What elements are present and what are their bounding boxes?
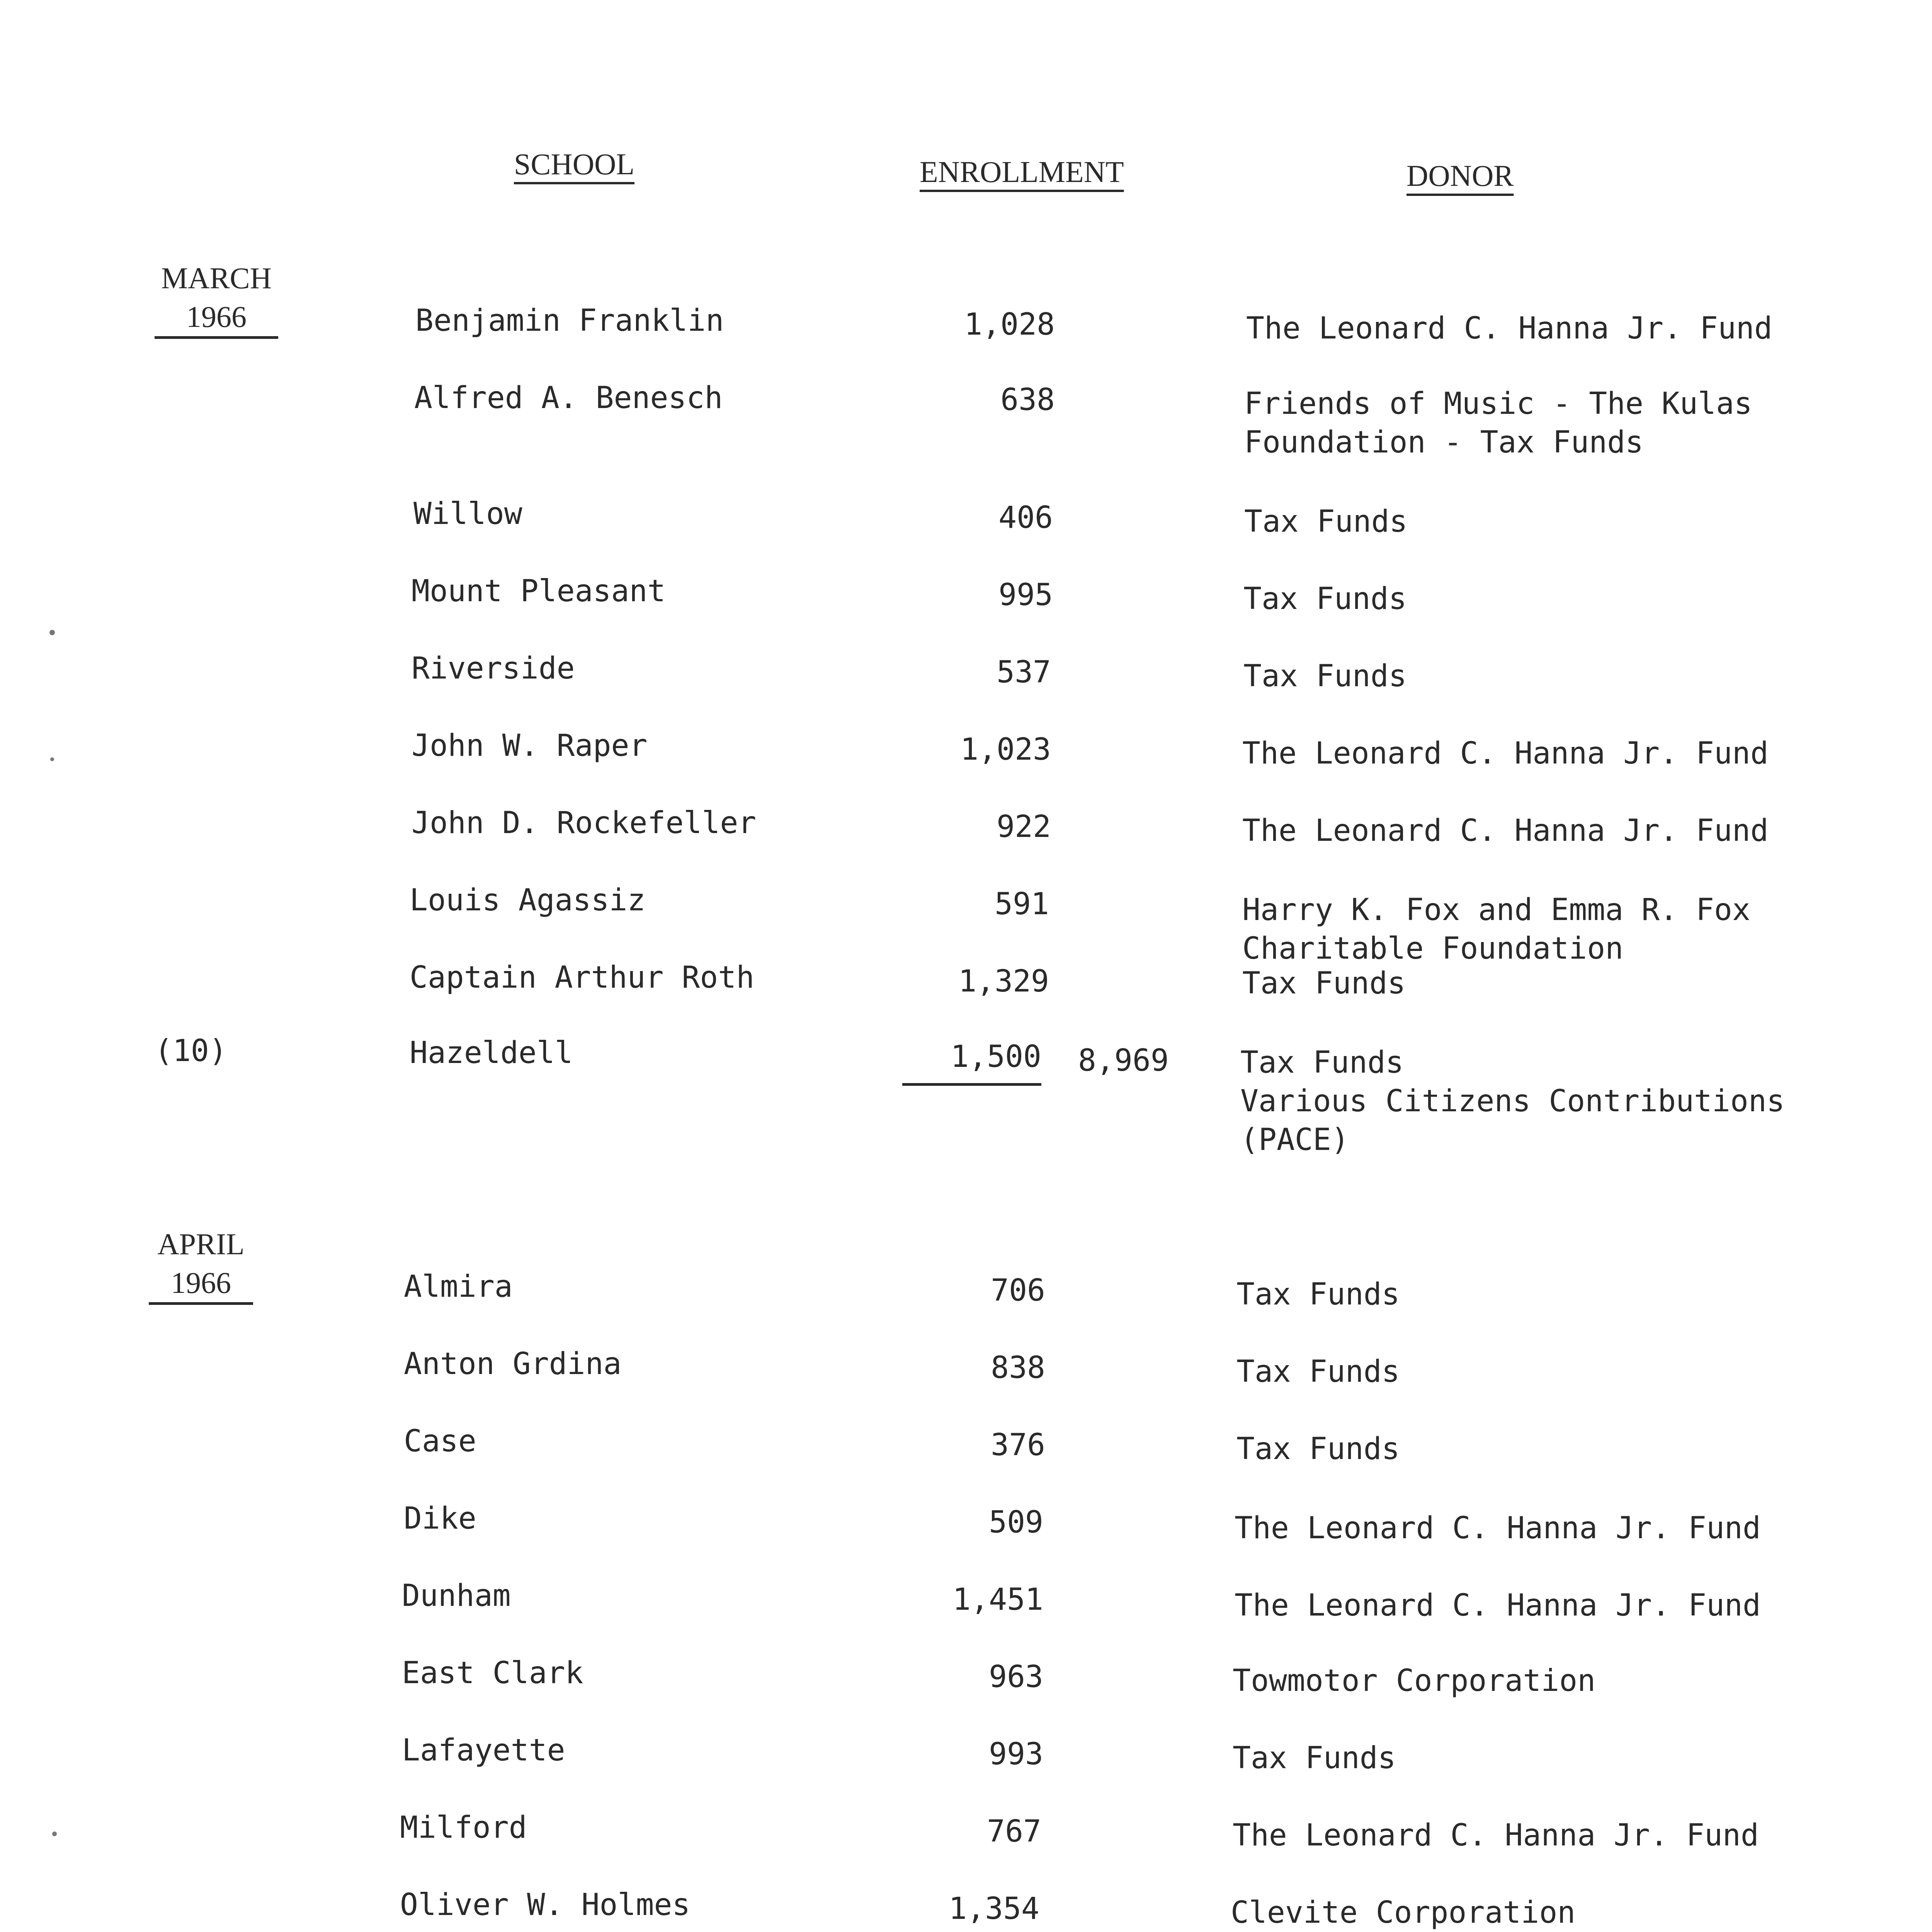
donor-name: Tax Funds <box>1236 1277 1400 1312</box>
enrollment-value: 995 <box>998 578 1053 612</box>
enrollment-value: 537 <box>997 655 1051 690</box>
period-year: 1966 <box>149 1264 253 1305</box>
donor-name: The Leonard C. Hanna Jr. Fund <box>1235 1588 1761 1623</box>
enrollment-value: 767 <box>987 1814 1041 1849</box>
donor-name: Tax Funds <box>1236 1354 1400 1389</box>
period-month: MARCH <box>161 261 272 295</box>
donor-name: The Leonard C. Hanna Jr. Fund <box>1233 1818 1759 1853</box>
donor-name: The Leonard C. Hanna Jr. Fund <box>1242 813 1769 848</box>
donor-name: Tax Funds <box>1233 1741 1396 1776</box>
period-label-march <box>155 259 278 339</box>
group-count: (10) <box>155 1034 227 1068</box>
school-name: Lafayette <box>402 1733 565 1768</box>
header-school: SCHOOL <box>514 147 635 181</box>
header-donor: DONOR <box>1406 159 1514 192</box>
group-subtotal: 8,969 <box>1078 1043 1169 1078</box>
school-name: Milford <box>400 1810 527 1845</box>
donor-name: Tax Funds <box>1243 659 1407 694</box>
enrollment-value: 838 <box>991 1350 1045 1385</box>
enrollment-value: 1,500 <box>902 1037 1041 1086</box>
school-name: Benjamin Franklin <box>415 303 724 338</box>
donor-name: Tax Funds <box>1236 1432 1400 1466</box>
period-label-april <box>149 1225 253 1305</box>
enrollment-value: 922 <box>997 810 1051 844</box>
enrollment-value: 406 <box>998 500 1053 535</box>
scan-speck <box>50 757 54 761</box>
school-name: Dike <box>404 1501 476 1536</box>
school-name: Mount Pleasant <box>412 574 666 609</box>
enrollment-value: 1,451 <box>952 1582 1043 1617</box>
donor-name: The Leonard C. Hanna Jr. Fund <box>1235 1511 1761 1546</box>
school-name: Oliver W. Holmes <box>400 1888 690 1922</box>
scan-speck <box>49 630 55 635</box>
donor-name: The Leonard C. Hanna Jr. Fund <box>1242 736 1769 771</box>
school-name: Hazeldell <box>410 1036 573 1070</box>
header-enrollment: ENROLLMENT <box>920 155 1124 189</box>
school-name: Captain Arthur Roth <box>410 960 755 995</box>
enrollment-value: 1,028 <box>964 307 1055 342</box>
enrollment-value: 376 <box>991 1428 1045 1463</box>
enrollment-value: 591 <box>995 887 1049 922</box>
school-name: Case <box>404 1424 476 1459</box>
enrollment-value: 706 <box>991 1273 1045 1308</box>
school-name: Louis Agassiz <box>410 883 646 918</box>
school-name: Willow <box>413 497 522 531</box>
period-year: 1966 <box>155 298 278 339</box>
school-name: Almira <box>404 1269 513 1304</box>
donor-name: Harry K. Fox and Emma R. Fox Charitable Foundation <box>1242 893 1750 966</box>
donor-name: Tax Funds Various Citizens Contributions (PACE) <box>1240 1045 1785 1157</box>
enrollment-value: 1,329 <box>958 964 1049 999</box>
donor-name: Tax Funds <box>1243 582 1407 616</box>
donor-name: Friends of Music - The Kulas Foundation - Tax Funds <box>1244 386 1752 460</box>
school-name: Anton Grdina <box>404 1347 622 1381</box>
enrollment-value: 638 <box>1000 383 1055 417</box>
enrollment-value: 509 <box>989 1505 1043 1540</box>
donor-name: The Leonard C. Hanna Jr. Fund <box>1246 311 1772 346</box>
school-name: Alfred A. Benesch <box>414 381 723 415</box>
school-name: East Clark <box>402 1656 583 1690</box>
scan-speck <box>52 1832 57 1836</box>
donor-name: Towmotor Corporation <box>1233 1663 1596 1698</box>
enrollment-value: 1,023 <box>960 732 1051 767</box>
school-name: John D. Rockefeller <box>412 806 757 840</box>
school-name: John W. Raper <box>412 728 648 763</box>
school-name: Dunham <box>402 1578 511 1613</box>
period-month: APRIL <box>157 1227 245 1261</box>
enrollment-value: 993 <box>989 1737 1043 1772</box>
donor-name: Tax Funds <box>1244 504 1408 539</box>
enrollment-value: 1,354 <box>949 1891 1039 1926</box>
donor-name: Tax Funds <box>1242 966 1406 1001</box>
enrollment-value: 963 <box>989 1660 1043 1694</box>
donor-name: Clevite Corporation <box>1231 1895 1576 1930</box>
school-name: Riverside <box>412 651 575 686</box>
